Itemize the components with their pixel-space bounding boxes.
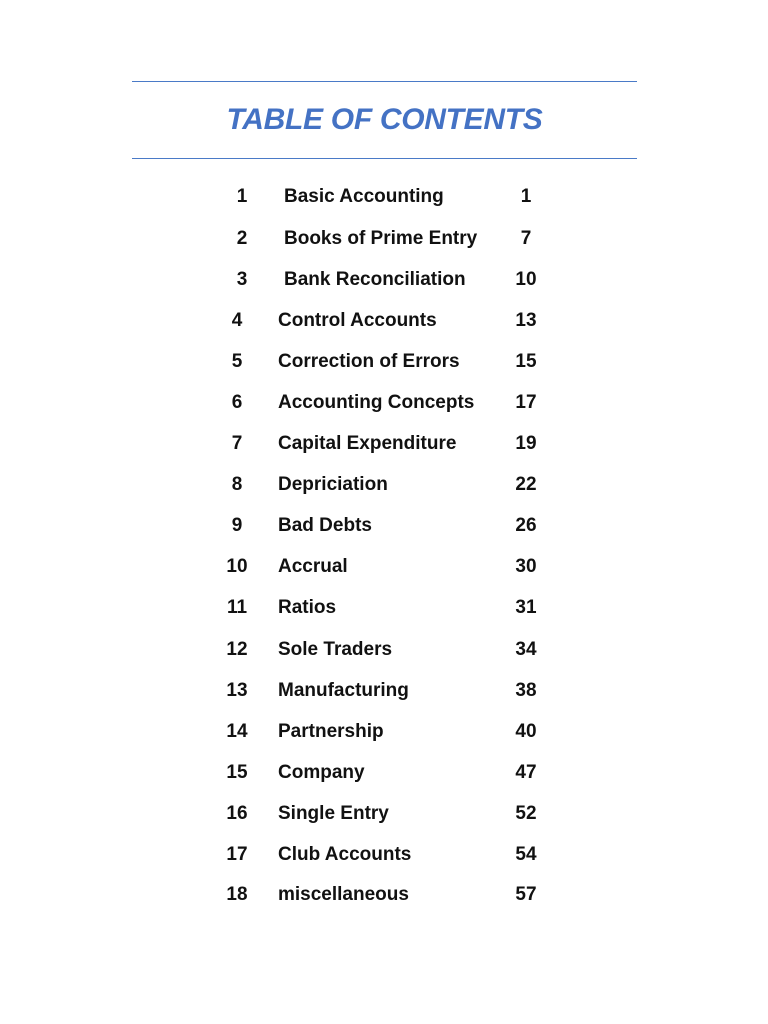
toc-entry-title: Company	[278, 762, 365, 783]
toc-entry-title: Depriciation	[278, 474, 388, 495]
toc-entry	[0, 759, 768, 787]
page-title: TABLE OF CONTENTS	[226, 103, 543, 136]
toc-entry-title: Books of Prime Entry	[284, 228, 478, 249]
toc-entry-title: Bad Debts	[278, 515, 372, 536]
toc-entry-page-number: 7	[520, 228, 532, 249]
toc-entry-page-number: 30	[515, 556, 537, 577]
toc-entry-page-number: 19	[515, 433, 537, 454]
toc-entry	[0, 430, 768, 458]
toc-entry	[0, 471, 768, 499]
toc-entry-number: 8	[231, 474, 243, 495]
toc-entry-page-number: 47	[515, 762, 537, 783]
toc-entry-title: Manufacturing	[278, 680, 409, 701]
toc-entry-title: Capital Expenditure	[278, 433, 457, 454]
toc-entry-title: Bank Reconciliation	[284, 269, 466, 290]
toc-entry-page-number: 54	[515, 844, 537, 865]
toc-entry-page-number: 17	[515, 392, 537, 413]
toc-entry-page-number: 26	[515, 515, 537, 536]
toc-entry	[0, 677, 768, 705]
toc-entry	[0, 636, 768, 664]
toc-entry-title: Single Entry	[278, 803, 389, 824]
toc-entry-page-number: 13	[515, 310, 537, 331]
toc-entry-number: 10	[226, 556, 248, 577]
toc-entry	[0, 389, 768, 417]
toc-entry-page-number: 15	[515, 351, 537, 372]
toc-entry-page-number: 57	[515, 884, 537, 905]
toc-entry-number: 12	[226, 639, 248, 660]
toc-entry	[0, 348, 768, 376]
toc-entry-number: 6	[231, 392, 243, 413]
toc-entry-number: 11	[226, 597, 248, 618]
toc-entry-number: 2	[236, 228, 248, 249]
toc-entry-title: Accounting Concepts	[278, 392, 475, 413]
toc-entry-page-number: 1	[520, 186, 532, 207]
toc-entry-page-number: 40	[515, 721, 537, 742]
toc-entry	[0, 881, 768, 909]
toc-entry	[0, 841, 768, 869]
toc-entry-title: Ratios	[278, 597, 337, 618]
toc-entry-page-number: 22	[515, 474, 537, 495]
toc-entry	[0, 307, 768, 335]
toc-entry-title: Correction of Errors	[278, 351, 460, 372]
toc-entry-number: 3	[236, 269, 248, 290]
toc-entry-number: 4	[231, 310, 243, 331]
toc-entry-page-number: 31	[515, 597, 537, 618]
toc-entry-title: Sole Traders	[278, 639, 393, 660]
toc-entry	[0, 800, 768, 828]
toc-entry-page-number: 10	[515, 269, 537, 290]
toc-entry-title: miscellaneous	[278, 884, 409, 905]
toc-entry	[0, 225, 768, 253]
toc-entry-page-number: 38	[515, 680, 537, 701]
toc-entry-title: Accrual	[278, 556, 348, 577]
toc-entry-page-number: 52	[515, 803, 537, 824]
toc-entry-page-number: 34	[515, 639, 537, 660]
toc-entry-number: 13	[226, 680, 248, 701]
toc-entry-number: 5	[231, 351, 243, 372]
toc-entry-number: 7	[231, 433, 243, 454]
toc-entry	[0, 553, 768, 581]
toc-entry	[0, 718, 768, 746]
toc-entry	[0, 512, 768, 540]
toc-entry-title: Partnership	[278, 721, 384, 742]
toc-entry-number: 15	[226, 762, 248, 783]
toc-entry-number: 18	[226, 884, 248, 905]
toc-entry	[0, 266, 768, 294]
toc-entry-title: Club Accounts	[278, 844, 412, 865]
toc-entry	[0, 594, 768, 622]
toc-entry-title: Control Accounts	[278, 310, 437, 331]
toc-entry-number: 14	[226, 721, 248, 742]
toc-entry-title: Basic Accounting	[284, 186, 444, 207]
toc-entry-number: 17	[226, 844, 248, 865]
toc-entry-number: 9	[231, 515, 243, 536]
toc-entry-number: 1	[236, 186, 248, 207]
toc-entry	[0, 183, 768, 211]
toc-entry-number: 16	[226, 803, 248, 824]
